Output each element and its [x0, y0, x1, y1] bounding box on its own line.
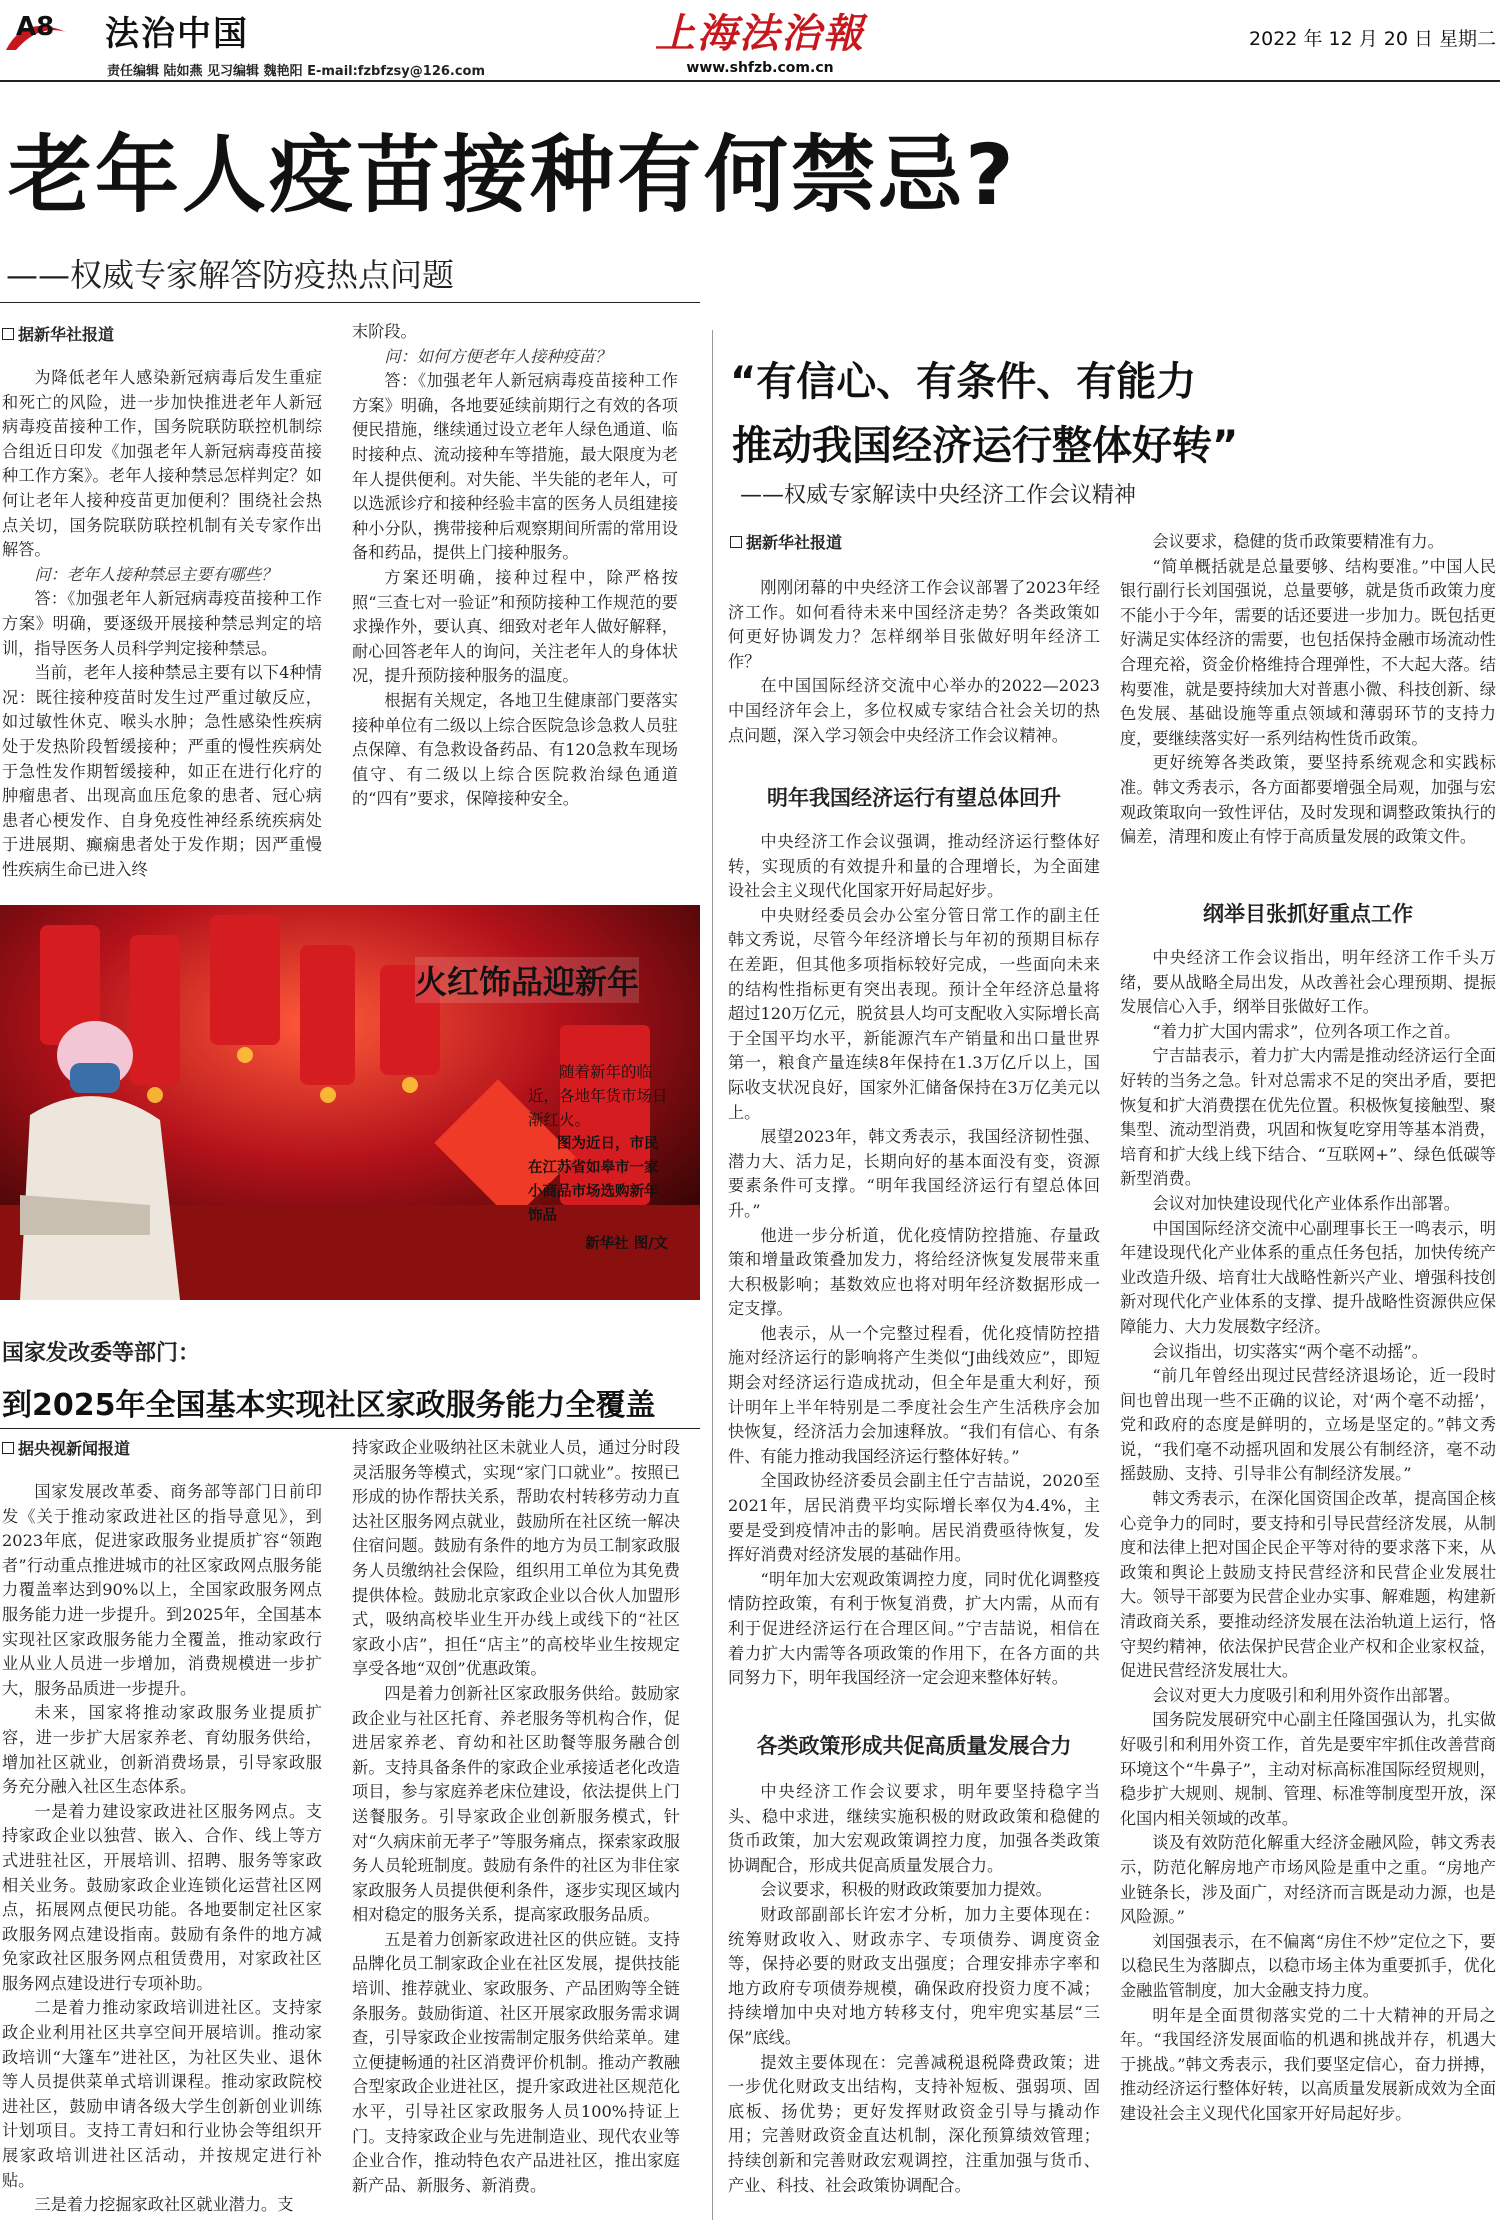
subtitle-vaccine: ——权威专家解答防疫热点问题: [6, 256, 455, 294]
square-icon: [2, 328, 14, 340]
header-rule: [0, 80, 1500, 82]
article1-col1: 为降低老年人感染新冠病毒后发生重症和死亡的风险，进一步加快推进老年人新冠病毒疫苗接种工作，国务院联防联控机制综合组近日印发《加强老年人新冠病毒疫苗接种工作方案》。老年人接种禁忌怎样判定？如何让老年人接种疫苗更加便利？围绕社会热点关切，国务院联防联控机制有关专家作出解答。 问：老年人接种禁忌主要有哪些？ 答：《加强老年人新冠病毒疫苗接种工作方案》明确，要逐级开展接种禁忌判定的培训，指导医务人员科学判定接种禁忌。 当前，老年人接种禁忌主要有以下4种情况：既往接种疫苗时发生过严重过敏反应，如过敏性休克、喉头水肿；急性感染性疾病处于发热阶段暂缓接种；严重的慢性疾病处于急性发作期暂缓接种，如正在进行化疗的肿瘤患者、出现高血压危象的患者、冠心病患者心梗发作、自身免疫性神经系统疾病处于进展期、癫痫患者处于发作期；因严重慢性疾病生命已进入终: [2, 368, 322, 879]
article2-col3-policy: 中央经济工作会议要求，明年要坚持稳字当头、稳中求进，继续实施积极的财政政策和稳健的货币政策，加大宏观政策调控力度，加强各类政策协调配合，形成共促高质量发展合力。 会议要求，积极的财政政策要加力提效。 财政部副部长许宏才分析，加力主要体现在：统筹财政收入、财政赤字、专项债券、调度资金等，保持必要的财政支出强度；合理安排赤字率和地方政府专项债券规模，确保政府投资力度不减；持续增加中央对地方转移支付，兜牢兜实基层“三保”底线。 提效主要体现在：完善减税退税降费政策；进一步优化财政支出结构，支持补短板、强弱项、固底板、扬优势；更好发挥财政资金引导与撬动作用；完善财政资金直达机制，深化预算绩效管理；持续创新和完善财政宏观调控，注重加强与货币、产业、科技、社会政策协调配合。: [728, 1782, 1100, 2195]
section-name: 法治中国: [105, 14, 249, 54]
paper-logo: 上海法治報: [655, 10, 865, 57]
article3-col1: 国家发展改革委、商务部等部门日前印发《关于推动家政进社区的指导意见》，到2023年底，促进家政服务业提质扩容“领跑者”行动重点推进城市的社区家政网点服务能力覆盖率达到90%以上，全国家政服务网点服务能力进一步提升。到2025年，全国基本实现社区家政服务能力全覆盖，推动家政行业从业人员进一步增加，消费规模进一步扩大，服务品质进一步提升。 未来，国家将推动家政服务业提质扩容，进一步扩大居家养老、育幼服务供给，增加社区就业，创新消费场景，引导家政服务充分融入社区生态体系。 一是着力建设家政进社区服务网点。支持家政企业以独营、嵌入、合作、线上等方式进驻社区，开展培训、招聘、服务等家政相关业务。鼓励家政企业连锁化运营社区网点，拓展网点便民功能。各地要制定社区家政服务网点建设指南。鼓励有条件的地方减免家政社区服务网点租赁费用，对家政社区服务网点建设进行专项补助。 二是着力推动家政培训进社区。支持家政企业利用社区共享空间开展培训。推动家政培训“大篷车”进社区，为社区失业、退休等人员提供菜单式培训课程。推动家政院校进社区，鼓励申请各级大学生创新创业训练计划项目。支持工青妇和行业协会等组织开展家政培训进社区活动，并按规定进行补贴。 三是着力挖掘家政社区就业潜力。支: [2, 1482, 322, 2215]
article2-col4-keywork: 中央经济工作会议指出，明年经济工作千头万绪，要从战略全局出发，从改善社会心理预期、提振发展信心入手，纲举目张做好工作。 “着力扩大国内需求”，位列各项工作之首。 宁吉喆表示，着力扩大内需是推动经济运行全面好转的当务之急。针对总需求不足的突出矛盾，要把恢复和扩大消费摆在优先位置。积极恢复接触型、聚集型、流动型消费，巩固和恢复吃穿用等基本消费，培育和扩大线上线下结合、“互联网+”、绿色低碳等新型消费。 会议对加快建设现代化产业体系作出部署。 中国国际经济交流中心副理事长王一鸣表示，明年建设现代化产业体系的重点任务包括，加快传统产业改造升级、培育壮大战略性新兴产业、增强科技创新对现代化产业体系的支撑、提升战略性资源供应保障能力、大力发展数字经济。 会议指出，切实落实“两个毫不动摇”。 “前几年曾经出现过民营经济退场论，近一段时间也曾出现一些不正确的议论，对‘两个毫不动摇’，党和政府的态度是鲜明的，立场是坚定的。”韩文秀说，“我们毫不动摇巩固和发展公有制经济，毫不动摇鼓励、支持、引导非公有制经济发展。” 韩文秀表示，在深化国资国企改革，提高国企核心竞争力的同时，要支持和引导民营经济发展，从制度和法律上把对国企民企平等对待的要求落下来，从政策和舆论上鼓励支持民营经济和民营企业发展壮大。领导干部要为民营企业办实事、解难题，构建新清政商关系，要推动经济发展在法治轨道上运行，恪守契约精神，依法保护民营企业产权和企业家权益，促进民营经济发展壮大。 会议对更大力度吸引和利用外资作出部署。 国务院发展研究中心副主任隆国强认为，扎实做好吸引和利用外资工作，首先是要牢牢抓住改善营商环境这个“牛鼻子”，主动对标高标准国际经贸规则，稳步扩大规则、规制、管理、标准等制度型开放，深化国内相关领域的改革。 谈及有效防范化解重大经济金融风险，韩文秀表示，防范化解房地产市场风险是重中之重。“房地产业链条长，涉及面广，对经济而言既是动力源，也是风险源。” 刘国强表示，在不偏离“房住不炒”定位之下，要以稳民生为落脚点，以稳市场主体为重要抓手，优化金融监管制度，加大金融支持力度。 明年是全面贯彻落实党的二十大精神的开局之年。“我国经济发展面临的机遇和挑战并存，机遇大于挑战。”韩文秀表示，我们要坚定信心，奋力拼搏，推动经济运行整体好转，以高质量发展新成效为全面建设社会主义现代化国家开好局起好步。: [1120, 948, 1496, 2123]
headline-economy-line2: 推动我国经济运行整体好转”: [732, 423, 1239, 469]
headline-vaccine: 老年人疫苗接种有何禁忌?: [8, 126, 1017, 224]
byline-housekeeping: 据央视新闻报道: [2, 1436, 130, 1459]
page-number: A8: [16, 12, 55, 42]
byline-economy: 据新华社报道: [730, 530, 842, 553]
byline-vaccine: 据新华社报道: [2, 322, 114, 345]
square-icon: [2, 1442, 14, 1454]
article2-col4-monetary: 会议要求，稳健的货币政策要精准有力。 “简单概括就是总量要够、结构要准。”中国人民银行副行长刘国强说，总量要够，就是货币政策力度不能小于今年，需要的话还要进一步加力。既包括更好满足实体经济的需要，也包括保持金融市场流动性合理充裕，资金价格维持合理弹性，不大起大落。结构要准，就是要持续加大对普惠小微、科技创新、绿色发展、基础设施等重点领域和薄弱环节的支持力度，要继续落实好一系列结构性货币政策。 更好统筹各类政策，要坚持系统观念和实践标准。韩文秀表示，各方面都要增强全局观，加强与宏观政策取向一致性评估，及时发现和调整政策执行的偏差，清理和废止有悖于高质量发展的政策文件。: [1120, 532, 1496, 847]
editors-line: 责任编辑 陆如燕 见习编辑 魏艳阳 E-mail:fzbfzsy@126.com: [107, 64, 486, 79]
headline-economy-line1: “有信心、有条件、有能力: [730, 359, 1197, 405]
subtitle-economy: ——权威专家解读中央经济工作会议精神: [740, 483, 1137, 508]
article2-col3-growth: 中央经济工作会议强调，推动经济运行整体好转，实现质的有效提升和量的合理增长，为全面建设社会主义现代化国家开好局起好步。 中央财经委员会办公室分管日常工作的副主任韩文秀说，尽管今年经济增长与年初的预期目标存在差距，但其他多项指标较好完成，一些面向未来的结构性指标更有突出表现。预计全年经济总量将超过120万亿元，脱贫县人均可支配收入实际增长高于全国平均水平，新能源汽车产销量和出口量世界第一，粮食产量连续8年保持在1.3万亿斤以上，国际收支状况良好，国家外汇储备保持在3万亿美元以上。 展望2023年，韩文秀表示，我国经济韧性强、潜力大、活力足，长期向好的基本面没有变，资源要素条件可支撑。“明年我国经济运行有望总体回升。” 他进一步分析道，优化疫情防控措施、存量政策和增量政策叠加发力，将给经济恢复发展带来重大积极影响；基数效应也将对明年经济数据形成一定支撑。 他表示，从一个完整过程看，优化疫情防控措施对经济运行的影响将产生类似“J曲线效应”，即短期会对经济运行造成扰动，但全年是重大利好，预计明年上半年特别是二季度社会生产生活秩序会加快恢复，经济活力会加速释放。“我们有信心、有条件、有能力推动我国经济运行整体好转。” 全国政协经济委员会副主任宁吉喆说，2020至2021年，居民消费平均实际增长率仅为4.4%，主要是受到疫情冲击的影响。居民消费亟待恢复，发挥好消费对经济发展的基础作用。 “明年加大宏观政策调控力度，同时优化调整疫情防控政策，有利于恢复消费，扩大内需，从而有利于促进经济运行在合理区间。”宁吉喆说，相信在着力扩大内需等各项政策的作用下，在各方面的共同努力下，明年我国经济一定会迎来整体好转。: [728, 832, 1100, 1688]
article3-col2: 持家政企业吸纳社区未就业人员，通过分时段灵活服务等模式，实现“家门口就业”。按照已形成的协作帮扶关系，帮助农村转移劳动力直达社区服务网点就业，鼓励所在社区统一解决住宿问题。鼓励有条件的地方为员工制家政服务人员缴纳社会保险，组织用工单位为其免费提供体检。鼓励北京家政企业以合伙人加盟形式，吸纳高校毕业生开办线上或线下的“社区家政小店”，担任“店主”的高校毕业生按规定享受各地“双创”优惠政策。 四是着力创新社区家政服务供给。鼓励家政企业与社区托育、养老服务等机构合作，促进居家养老、育幼和社区助餐等服务融合创新。支持具备条件的家政企业承接适老化改造项目，参与家庭养老床位建设，依法提供上门送餐服务。引导家政企业创新服务模式，针对“久病床前无孝子”等服务痛点，探索家政服务人员轮班制度。鼓励有条件的社区为非住家家政服务人员提供便利条件，逐步实现区域内相对稳定的服务关系，提高家政服务品质。 五是着力创新家政进社区的供应链。支持品牌化员工制家政企业在社区发展，提供技能培训、推荐就业、家政服务、产品团购等全链条服务。鼓励街道、社区开展家政服务需求调查，引导家政企业按需制定服务供给菜单。建立便捷畅通的社区消费评价机制。推动产教融合型家政企业进社区，提升家政进社区规范化水平，引导社区家政服务人员100%持证上门。支持家政企业与先进制造业、现代农业等企业合作，推动特色农产品进社区，推出家庭新产品、新服务、新消费。: [352, 1438, 680, 2195]
issue-date: 2022 年 12 月 20 日 星期二: [1249, 28, 1496, 50]
website: www.shfzb.com.cn: [686, 60, 834, 76]
rule-under-subtitle: [0, 302, 700, 303]
page-label-badge: [4, 10, 68, 52]
subhead-growth: 明年我国经济运行有望总体回升: [767, 786, 1061, 810]
page-header: [0, 0, 1500, 80]
article1-col2: 末阶段。 问：如何方便老年人接种疫苗？ 答：《加强老年人新冠病毒疫苗接种工作方案》明确，各地要延续前期行之有效的各项便民措施，继续通过设立老年人绿色通道、临时接种点、流动接种车等措施，最大限度为老年人提供便利。对失能、半失能的老年人，可以选派诊疗和接种经验丰富的医务人员组建接种小分队，携带接种后观察期间所需的常用设备和药品，提供上门接种服务。 方案还明确，接种过程中，除严格按照“三查七对一验证”和预防接种工作规范的要求操作外，要认真、细致对老年人做好解释，耐心回答老年人的询问，关注老年人的身体状况，提升预防接种服务的温度。 根据有关规定，各地卫生健康部门要落实接种单位有二级以上综合医院急诊急救人员驻点保障、有急救设备药品、有120急救车现场值守、有二级以上综合医院救治绿色通道的“四有”要求，保障接种安全。: [352, 322, 678, 809]
photo-new-year: [0, 905, 700, 1300]
rule-under-housekeeping: [0, 1428, 700, 1429]
column-divider: [712, 330, 713, 2220]
subhead-key-work: 纲举目张抓好重点工作: [1203, 902, 1413, 926]
article2-col3-intro: 刚刚闭幕的中央经济工作会议部署了2023年经济工作。如何看待未来中国经济走势？各类政策如何更好协调发力？怎样纲举目张做好明年经济工作？ 在中国国际经济交流中心举办的2022—2023中国经济年会上，多位权威专家结合社会关切的热点问题，深入学习领会中央经济工作会议精神。: [728, 578, 1100, 745]
photo-caption: 随着新年的临近，各地年货市场日渐红火。 图为近日，市民在江苏省如皋市一家小商品市场选购新年饰品 新华社 图/文: [528, 1063, 668, 1252]
photo-title: 火红饰品迎新年: [415, 957, 639, 1003]
square-icon: [730, 536, 742, 548]
subhead-policy: 各类政策形成共促高质量发展合力: [756, 1734, 1072, 1758]
kicker-housekeeping: 国家发改委等部门：: [2, 1341, 201, 1366]
headline-housekeeping: 到2025年全国基本实现社区家政服务能力全覆盖: [2, 1388, 656, 1423]
